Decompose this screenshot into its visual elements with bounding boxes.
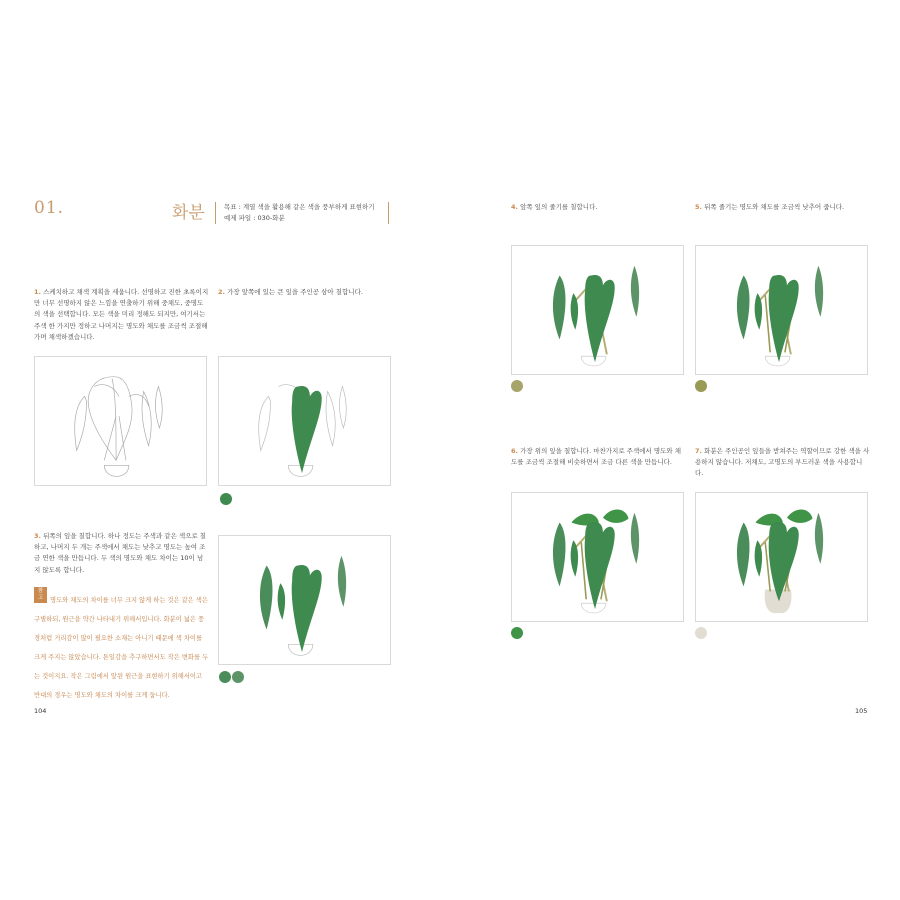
page-number-left: 104 bbox=[34, 707, 47, 715]
step-description: 화분은 주인공인 잎들을 받쳐주는 역할이므로 강한 색을 사용하지 않습니다. 저채도, 고명도의 부드러운 색을 사용합니다. bbox=[695, 447, 870, 478]
step-description: 스케치하고 채색 계획을 세웁니다. 선명하고 진한 초록이지만 너무 선명하지 않은 느낌을 연출하기 위해 중채도, 중명도의 색을 선택합니다. 모든 색을 미리 정해도 되지만, 여기서는 주색 한 가지만 정하고 나머지는 명도와 채도를 조금씩 조절해가며 채색하겠습니다. bbox=[34, 288, 209, 341]
step-number: 6. bbox=[511, 447, 518, 455]
step-2-text bbox=[218, 287, 393, 298]
color-swatch bbox=[511, 627, 523, 639]
chapter-number: 01. bbox=[34, 198, 65, 218]
plant-step2 bbox=[219, 357, 390, 485]
step-number: 2. bbox=[218, 288, 225, 296]
step-6-illustration bbox=[511, 492, 684, 622]
step-1-illustration bbox=[34, 356, 207, 486]
step-number: 4. bbox=[511, 203, 518, 211]
chapter-goal bbox=[224, 202, 375, 224]
step-description: 가장 앞쪽에 있는 큰 잎을 주인공 삼아 칠합니다. bbox=[227, 288, 363, 296]
step-1-text bbox=[34, 287, 209, 343]
step-6-text bbox=[511, 446, 686, 468]
title-divider-right bbox=[388, 202, 389, 224]
plant-sketch bbox=[35, 357, 206, 485]
chapter-title: 화분 bbox=[172, 203, 205, 223]
plant-step6 bbox=[512, 493, 683, 621]
step-number: 3. bbox=[34, 532, 41, 540]
plant-step7 bbox=[696, 493, 867, 621]
step-description: 뒤쪽 줄기는 명도와 채도를 조금씩 낮추어 줍니다. bbox=[704, 203, 845, 211]
step-5-illustration bbox=[695, 245, 868, 375]
step-5-text bbox=[695, 202, 870, 213]
file-text: 예제 파일 : 030-화분 bbox=[224, 214, 285, 222]
color-swatch bbox=[511, 380, 523, 392]
color-swatch bbox=[219, 671, 231, 683]
step-description: 앞쪽 잎의 줄기를 칠합니다. bbox=[520, 203, 598, 211]
plant-step4 bbox=[512, 246, 683, 374]
step-description: 뒤쪽의 잎을 칠합니다. 하나 정도는 주색과 같은 색으로 칠하고, 나머지 두 개는 주색에서 채도는 낮추고 명도는 높여 조금 연한 색을 만듭니다. 두 색의 명도와 채도 차이는 10이 넘지 않도록 합니다. bbox=[34, 532, 207, 574]
plant-step3 bbox=[219, 536, 390, 664]
title-divider bbox=[215, 202, 216, 224]
step-4-illustration bbox=[511, 245, 684, 375]
page-number-right: 105 bbox=[855, 707, 868, 715]
color-swatch bbox=[220, 493, 232, 505]
goal-text: 목표 : 계열 색을 활용해 같은 색을 풍부하게 표현하기 bbox=[224, 203, 375, 211]
step-7-illustration bbox=[695, 492, 868, 622]
color-swatch bbox=[232, 671, 244, 683]
step-3-illustration bbox=[218, 535, 391, 665]
step-7-text bbox=[695, 446, 870, 480]
step-number: 5. bbox=[695, 203, 702, 211]
color-swatch bbox=[695, 627, 707, 639]
tip-box bbox=[34, 587, 209, 701]
tip-text: 명도와 채도의 차이를 너무 크지 않게 하는 것은 같은 색은 구별하되, 원근을 약간 나타내기 위해서입니다. 화분이 넓은 풍경처럼 거리감이 많이 필요한 소재는 아니기 때문에 색 차이를 크게 주지는 않았습니다. 톤일감을 추구하면서도 작은 변화를 두는 것이지요. 작은 그림에서 앞뒨 원근을 표현하기 위해서이고 반대의 경우는 명도와 채도의 차이를 크게 둡니다. bbox=[34, 597, 209, 699]
color-swatch bbox=[695, 380, 707, 392]
step-number: 7. bbox=[695, 447, 702, 455]
tip-badge: 참고 bbox=[34, 587, 47, 603]
step-number: 1. bbox=[34, 288, 41, 296]
step-4-text bbox=[511, 202, 686, 213]
step-description: 가장 위의 잎을 칠합니다. 마찬가지로 주색에서 명도와 채도를 조금씩 조절해 비슷하면서 조금 다른 색을 만듭니다. bbox=[511, 447, 682, 467]
step-2-illustration bbox=[218, 356, 391, 486]
plant-step5 bbox=[696, 246, 867, 374]
step-3-text bbox=[34, 531, 209, 576]
